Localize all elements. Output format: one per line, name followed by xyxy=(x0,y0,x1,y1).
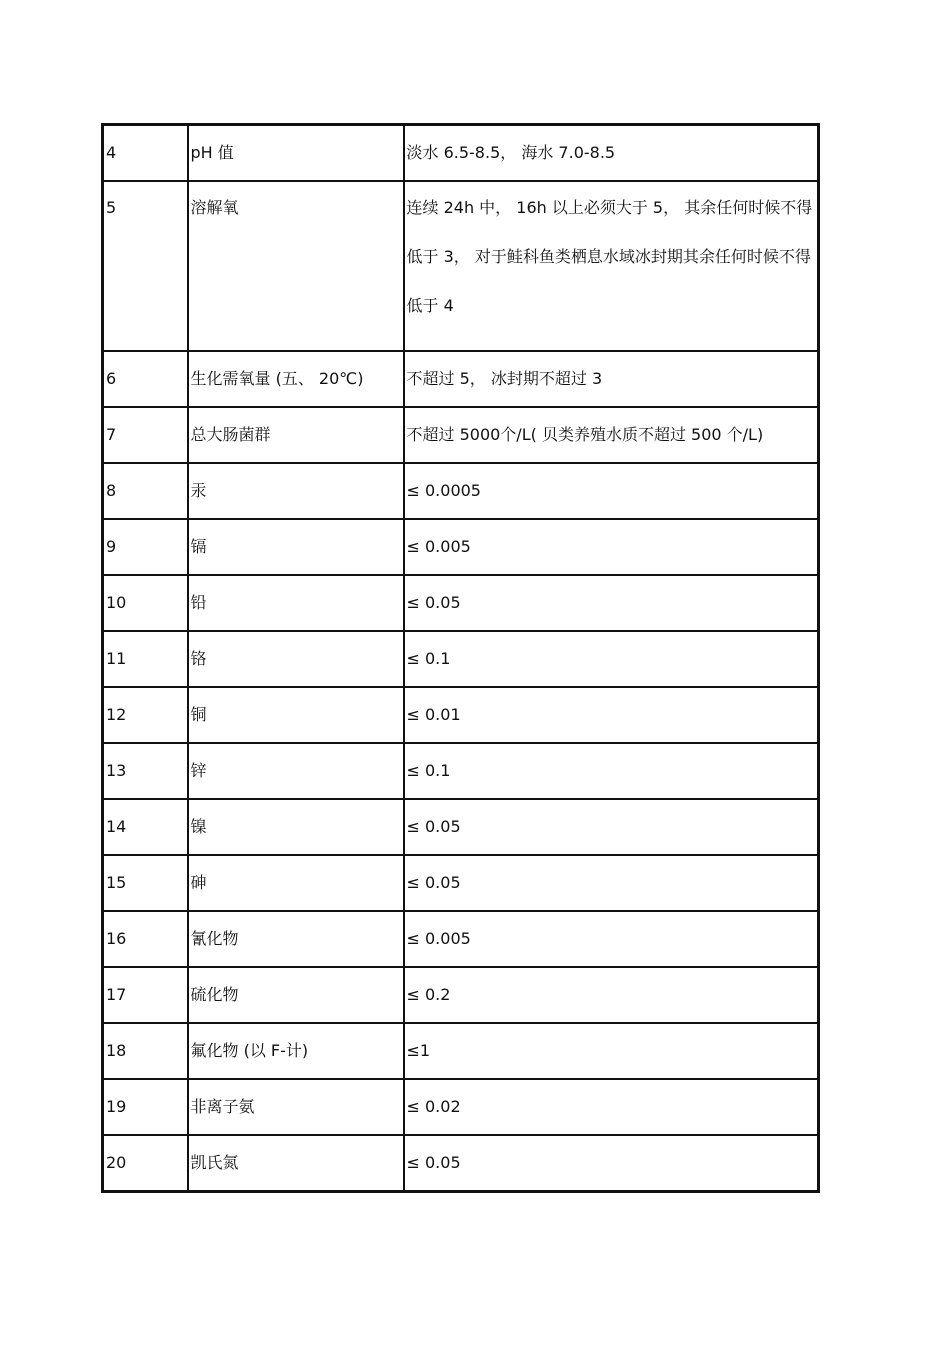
row-number: 5 xyxy=(103,181,188,351)
parameter-name: 溶解氧 xyxy=(188,181,404,351)
parameter-name: 镍 xyxy=(188,799,404,855)
table-row xyxy=(103,181,819,351)
parameter-name: 砷 xyxy=(188,855,404,911)
parameter-name: 铬 xyxy=(188,631,404,687)
table-row xyxy=(103,351,819,407)
parameter-name: 总大肠菌群 xyxy=(188,407,404,463)
parameter-name: 非离子氨 xyxy=(188,1079,404,1135)
table-row xyxy=(103,911,819,967)
parameter-name: 硫化物 xyxy=(188,967,404,1023)
parameter-name: 镉 xyxy=(188,519,404,575)
parameter-limit: ≤ 0.005 xyxy=(404,911,819,967)
parameter-limit: ≤ 0.02 xyxy=(404,1079,819,1135)
table-row xyxy=(103,519,819,575)
parameter-limit: 淡水 6.5-8.5， 海水 7.0-8.5 xyxy=(404,125,819,182)
water-quality-standards-table xyxy=(101,123,820,1193)
parameter-limit: ≤ 0.1 xyxy=(404,631,819,687)
row-number: 16 xyxy=(103,911,188,967)
row-number: 15 xyxy=(103,855,188,911)
row-number: 20 xyxy=(103,1135,188,1192)
parameter-limit: 连续 24h 中， 16h 以上必须大于 5， 其余任何时候不得低于 3， 对于鲑科鱼类栖息水域冰封期其余任何时候不得低于 4 xyxy=(404,181,819,351)
parameter-limit: 不超过 5， 冰封期不超过 3 xyxy=(404,351,819,407)
row-number: 14 xyxy=(103,799,188,855)
table-row xyxy=(103,1023,819,1079)
table-row xyxy=(103,743,819,799)
parameter-limit: ≤ 0.1 xyxy=(404,743,819,799)
parameter-limit: ≤ 0.05 xyxy=(404,575,819,631)
table-row xyxy=(103,125,819,182)
parameter-limit: 不超过 5000个/L( 贝类养殖水质不超过 500 个/L) xyxy=(404,407,819,463)
table-row xyxy=(103,855,819,911)
row-number: 7 xyxy=(103,407,188,463)
row-number: 9 xyxy=(103,519,188,575)
table-row xyxy=(103,407,819,463)
row-number: 8 xyxy=(103,463,188,519)
table-row xyxy=(103,631,819,687)
parameter-name: 氟化物 (以 F-计) xyxy=(188,1023,404,1079)
parameter-limit: ≤ 0.05 xyxy=(404,799,819,855)
row-number: 11 xyxy=(103,631,188,687)
table-row xyxy=(103,1079,819,1135)
table-row xyxy=(103,1135,819,1192)
parameter-limit: ≤ 0.0005 xyxy=(404,463,819,519)
parameter-name: pH 值 xyxy=(188,125,404,182)
parameter-limit: ≤ 0.01 xyxy=(404,687,819,743)
row-number: 6 xyxy=(103,351,188,407)
parameter-name: 汞 xyxy=(188,463,404,519)
parameter-name: 锌 xyxy=(188,743,404,799)
row-number: 13 xyxy=(103,743,188,799)
parameter-limit: ≤ 0.005 xyxy=(404,519,819,575)
parameter-name: 铅 xyxy=(188,575,404,631)
parameter-limit: ≤ 0.05 xyxy=(404,855,819,911)
table-row xyxy=(103,687,819,743)
parameter-limit: ≤ 0.05 xyxy=(404,1135,819,1192)
parameter-name: 凯氏氮 xyxy=(188,1135,404,1192)
parameter-name: 生化需氧量 (五、 20℃) xyxy=(188,351,404,407)
parameter-limit: ≤ 0.2 xyxy=(404,967,819,1023)
table-row xyxy=(103,799,819,855)
table-row xyxy=(103,967,819,1023)
parameter-name: 铜 xyxy=(188,687,404,743)
row-number: 19 xyxy=(103,1079,188,1135)
table-row xyxy=(103,463,819,519)
row-number: 17 xyxy=(103,967,188,1023)
table-body xyxy=(103,125,819,1192)
parameter-limit: ≤1 xyxy=(404,1023,819,1079)
table-row xyxy=(103,575,819,631)
row-number: 10 xyxy=(103,575,188,631)
row-number: 12 xyxy=(103,687,188,743)
row-number: 18 xyxy=(103,1023,188,1079)
row-number: 4 xyxy=(103,125,188,182)
parameter-name: 氰化物 xyxy=(188,911,404,967)
